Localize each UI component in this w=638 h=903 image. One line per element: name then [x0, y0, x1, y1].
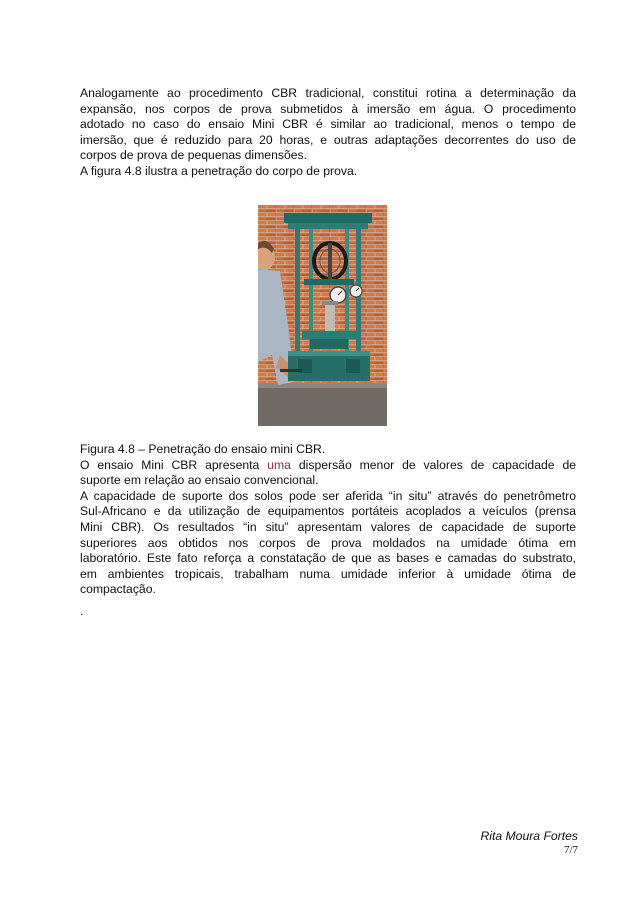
text-line: Mini CBR). Os resultados “in situ” apresentam valores de capacidade de suporte: [80, 519, 576, 534]
figure-caption: Figura 4.8 – Penetração do ensaio mini CBR.: [80, 442, 326, 456]
figure-reference: A figura 4.8 ilustra a penetração do corpo de prova.: [80, 163, 358, 178]
paragraph-1: [80, 86, 576, 180]
page-number: 7/7: [563, 844, 578, 856]
text-segment: O ensaio Mini CBR apresenta: [80, 457, 260, 472]
text-line: A capacidade de suporte dos solos pode ser aferida “in situ” através do penetrômetro: [80, 488, 576, 503]
cbr-press-illustration: [258, 205, 387, 426]
highlighted-word: uma: [267, 457, 291, 472]
trailing-dot: .: [80, 604, 84, 618]
text-line: corpos de prova de pequenas dimensões.: [80, 148, 307, 163]
text-line: Analogamente ao procedimento CBR tradicional, constitui rotina a determinação da: [80, 86, 576, 100]
text-line: em ambientes tropicais, trabalham numa umidade inferior à umidade ótima de: [80, 566, 576, 581]
footer-author: Rita Moura Fortes: [480, 829, 578, 843]
text-line: adotado no caso do ensaio Mini CBR é similar ao tradicional, menos o tempo de: [80, 117, 576, 132]
body-text-2: [80, 442, 576, 598]
text-line: laboratório. Este fato reforça a constatação de que as bases e camadas do substrato,: [80, 551, 576, 566]
text-line: [80, 458, 576, 474]
text-line: superiores aos obtidos nos corpos de prova moldados na umidade ótima em: [80, 535, 576, 550]
text-line: imersão, que é reduzido para 20 horas, e outras adaptações decorrentes do uso de: [80, 132, 576, 147]
text-line: expansão, nos corpos de prova submetidos à imersão em água. O procedimento: [80, 101, 576, 116]
text-line: Sul-Africano e da utilização de equipamentos portáteis acoplados a veículos (prensa: [80, 504, 576, 519]
cbr-press-photo: [258, 205, 387, 426]
text-line: suporte em relação ao ensaio convencional.: [80, 473, 319, 488]
text-segment: dispersão menor de valores de capacidade de: [298, 457, 577, 472]
text-line: compactação.: [80, 582, 156, 597]
